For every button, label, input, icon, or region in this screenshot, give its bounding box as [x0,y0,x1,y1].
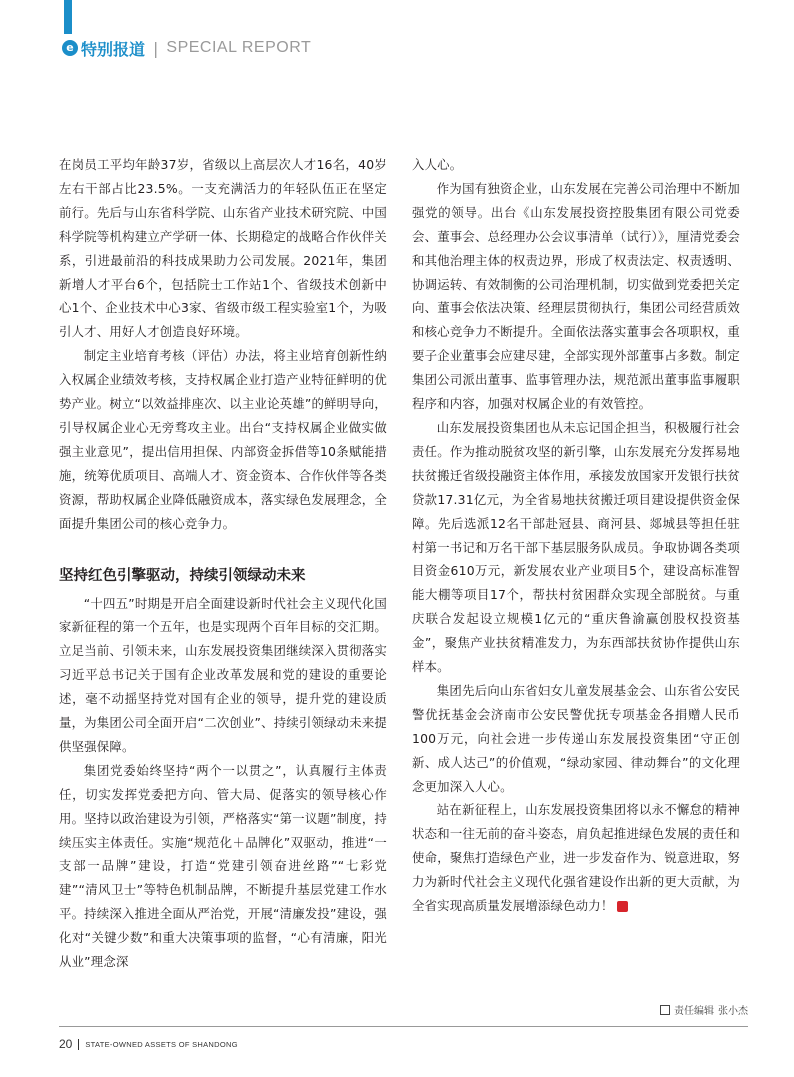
editor-name: 张小杰 [718,1006,748,1017]
end-mark-icon: e [617,901,628,912]
paragraph: 集团党委始终坚持“两个一以贯之”，认真履行主体责任，切实发挥党委把方向、管大局、促落实的领导核心作用。坚持以政治建设为引领，严格落实“第一议题”制度，持续压实主体责任。实施“规范化＋品牌化”双驱动，推进“一支部一品牌”建设，打造“党建引领奋进丝路”“七彩党建”“清风卫士”等特色机制品牌，不断提升基层党建工作水平。持续深入推进全面从严治党，开展“清廉发投”建设，强化对“关键少数”和重大决策事项的监督，“心有清廉，阳光从业”理念深 [59,762,388,970]
paragraph: 入人心。 [412,157,463,172]
footer-separator [78,1039,79,1050]
paragraph: 山东发展投资集团也从未忘记国企担当，积极履行社会责任。作为推动脱贫攻坚的新引擎，山东发展充分发挥易地扶贫搬迁省级投融资主体作用，承接发放国家开发银行扶贫贷款17.31亿元，为全省易地扶贫搬迁项目建设提供资金保障。先后选派12名干部赴冠县、商河县、郯城县等担任驻村第一书记和万名干部下基层服务队成员。争取协调各类项目资金610万元，新发展农业产业项目5个，建设高标准智能大棚等项目17个，帮扶村贫困群众实现全部脱贫。与重庆联合发起设立规模1亿元的“重庆鲁渝赢创股权投资基金”，聚焦产业扶贫精准发力，为东西部扶贫协作提供山东样本。 [412,419,740,675]
closing-paragraph [412,798,740,918]
paragraph: “十四五”时期是开启全面建设新时代社会主义现代化国家新征程的第一个五年，也是实现两个百年目标的交汇期。立足当前、引领未来，山东发展投资集团继续深入贯彻落实习近平总书记关于国有企业改革发展和党的建设的重要论述，毫不动摇坚持党对国有企业的领导，提升党的建设质量，为集团公司全面开启“二次创业”、持续引领绿动未来提供坚强保障。 [59,595,388,754]
paragraph: 制定主业培育考核（评估）办法，将主业培育创新性纳入权属企业绩效考核，支持权属企业打造产业特征鲜明的优势产业。树立“以效益排座次、以主业论英雄”的鲜明导向，引导权属企业心无旁骛攻主业。出台“支持权属企业做实做强主业意见”，提出信用担保、内部资金拆借等10条赋能措施，统筹优质项目、高端人才、资金资本、合作伙伴等各类资源，帮助权属企业降低融资成本，落实绿色发展理念，全面提升集团公司的核心竞争力。 [59,348,388,531]
footer-divider [59,1026,748,1027]
section-title-en: SPECIAL REPORT [166,39,312,56]
page-footer [59,1037,238,1051]
paragraph: 作为国有独资企业，山东发展在完善公司治理中不断加强党的领导。出台《山东发展投资控股集团有限公司党委会、董事会、总经理办公会议事清单（试行）》，厘清党委会和其他治理主体的权责边界，形成了权责法定、权责透明、协调运转、有效制衡的公司治理机制，切实做到党委把关定向、董事会依法决策、经理层贯彻执行，集团公司经营质效和核心竞争力不断提升。全面依法落实董事会各项职权，重要子企业董事会应建尽建，全部实现外部董事占多数。制定集团公司派出董事、监事管理办法，规范派出董事监事履职程序和内容，加强对权属企业的有效管控。 [412,180,740,412]
editor-label: 责任编辑 [674,1006,714,1017]
header-separator: | [153,38,159,58]
section-heading: 坚持红色引擎驱动，持续引领绿动未来 [59,567,306,584]
editor-credit [660,1002,748,1017]
top-accent-strip [64,0,72,34]
right-column [412,153,740,918]
paragraph: 集团先后向山东省妇女儿童发展基金会、山东省公安民警优抚基金会济南市公安民警优抚专项基金各捐赠人民币100万元，向社会进一步传递山东发展投资集团“守正创新、成人达己”的价值观，“绿动家园、律动舞台”的文化理念更加深入人心。 [412,682,740,794]
page-number: 20 [59,1037,73,1051]
closing-text: 站在新征程上，山东发展投资集团将以永不懈怠的精神状态和一往无前的奋斗姿态，肩负起推进绿色发展的责任和使命，聚焦打造绿色产业，进一步发奋作为、锐意进取，努力为新时代社会主义现代化强省建设作出新的更大贡献，为全省实现高质量发展增添绿色动力！ [412,802,740,914]
publication-name: STATE-OWNED ASSETS OF SHANDONG [85,1039,238,1049]
magazine-logo-icon: e [62,40,78,56]
section-title-cn: 特别报道 [81,39,146,59]
section-header [62,36,311,60]
paragraph: 在岗员工平均年龄37岁，省级以上高层次人才16名，40岁左右干部占比23.5%。一支充满活力的年轻队伍正在坚定前行。先后与山东省科学院、山东省产业技术研究院、中国科学院等机构建立产学研一体、长期稳定的战略合作伙伴关系，引进最前沿的科技成果助力公司发展。2021年，集团新增人才平台6个，包括院士工作站1个、省级技术创新中心1个、企业技术中心3家、省级市级工程实验室1个，为吸引人才、用好人才创造良好环境。 [59,157,387,340]
left-column [59,153,387,974]
checkbox-square-icon [660,1005,670,1015]
